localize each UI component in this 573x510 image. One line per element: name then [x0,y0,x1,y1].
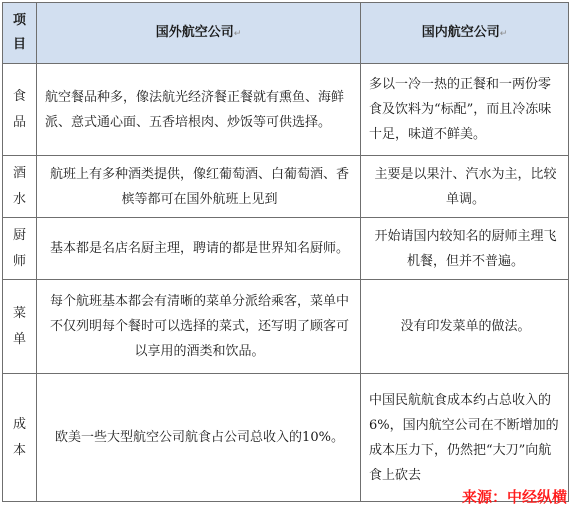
foreign-text: 每个航班基本都会有清晰的菜单分派给乘客，菜单中不仅列明每个餐时可以选择的菜式，还写明了顾客可以享用的酒类和饮品。 [49,294,349,359]
table-row-menu [3,280,569,374]
foreign-text: 航空餐品种多，像法航光经济餐正餐就有熏鱼、海鲜派、意式通心面、五香培根肉、炒饭等可供选择。 [45,89,345,130]
table-row-chef [3,218,569,280]
foreign-text: 基本都是名店名厨主理，聘请的都是世界知名厨师。 [49,241,349,256]
category-cell [3,280,37,374]
foreign-cell [37,218,361,280]
header-domestic-cell [361,3,569,64]
foreign-cell [37,374,361,502]
domestic-cell [361,64,569,156]
header-row [3,3,569,64]
domestic-text: 中国民航航食成本约占总收入的6%，国内航空公司在不断增加的成本压力下，仍然把“大刀”向航食上砍去 [369,392,559,483]
category-label: 菜单 [12,305,26,347]
paragraph-mark: ↵ [499,28,508,39]
foreign-text: 欧美一些大型航空公司航食占公司总收入的10%。 [55,430,344,445]
domestic-text: 开始请国内较知名的厨师主理飞机餐，但并不普遍。 [374,228,557,269]
header-category-label: 项目 [12,13,26,52]
category-cell [3,156,37,218]
domestic-cell [361,374,569,502]
foreign-cell [37,156,361,218]
foreign-cell [37,280,361,374]
foreign-cell [37,64,361,156]
source-credit: 来源：中经纵横 [461,488,567,506]
category-label: 厨师 [12,227,26,269]
category-cell [3,64,37,156]
category-cell [3,374,37,502]
header-domestic-label: 国内航空公司 [421,24,500,40]
table-row-cost [3,374,569,502]
domestic-text: 没有印发菜单的做法。 [400,319,531,334]
category-label: 酒水 [12,165,26,207]
header-category-cell [3,3,37,64]
category-cell [3,218,37,280]
domestic-cell [361,156,569,218]
paragraph-mark: ↵ [233,28,242,39]
category-label: 食品 [12,88,26,130]
comparison-table [2,2,569,502]
header-foreign-cell [37,3,361,64]
header-foreign-label: 国外航空公司 [155,24,234,40]
domestic-text: 主要是以果汁、汽水为主，比较单调。 [374,166,557,207]
domestic-text: 多以一冷一热的正餐和一两份零食及饮料为“标配”，而且冷冻味十足，味道不鲜美。 [369,77,552,142]
table-row-drinks [3,156,569,218]
table-row-food [3,64,569,156]
foreign-text: 航班上有多种酒类提供，像红葡萄酒、白葡萄酒、香槟等都可在国外航班上见到 [49,166,349,207]
category-label: 成本 [12,416,26,458]
domestic-cell [361,218,569,280]
domestic-cell [361,280,569,374]
